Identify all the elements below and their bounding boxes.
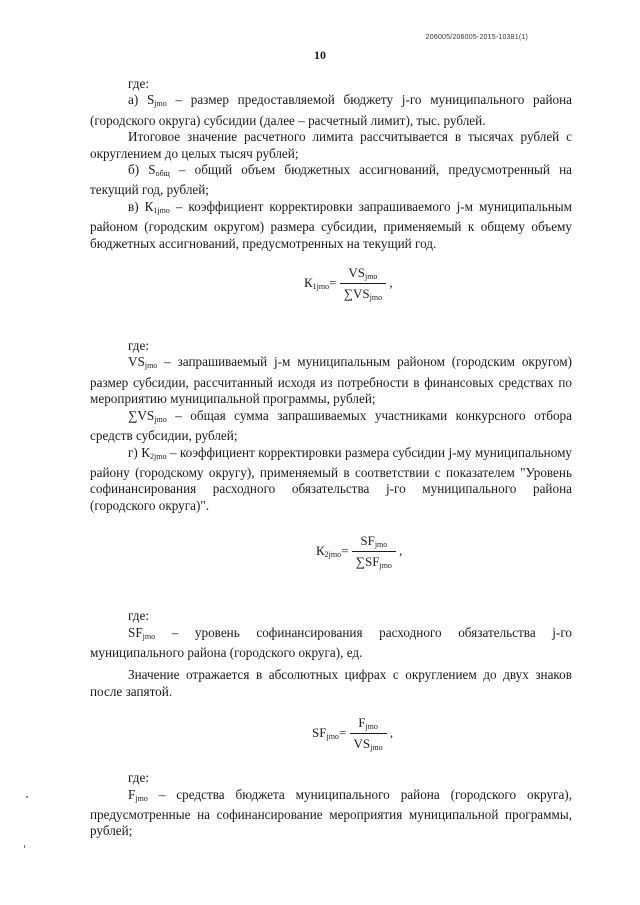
item-a-text: – размер предоставляемой бюджету j-го муниципального района (городского округа) субсидии (далее – расчетный лимит), тыс. рублей. (90, 92, 573, 128)
value-rounding-note: Значение отражается в абсолютных цифрах с округлением до двух знаков после запятой. (90, 667, 572, 699)
where-label: где: (128, 76, 149, 91)
final-value-note: Итоговое значение расчетного лимита рассчитывается в тысячах рублей с округлением до целых тысяч рублей; (90, 129, 572, 161)
item-g (90, 445, 572, 515)
item-v-label: в) (128, 198, 139, 214)
def-sf-text: – уровень софинансирования расходного обязательства j-го муниципального района (городского округа), ед. (90, 624, 573, 660)
def-f (90, 787, 572, 840)
item-v (90, 199, 572, 252)
item-v-symbol: $К_{1jmo}$ (144, 198, 170, 215)
scan-speck (24, 845, 25, 848)
def-sum-vs-symbol: $\sum VS_{jmo}$ (128, 407, 167, 424)
where-label-4: где: (128, 770, 149, 786)
def-f-text: – средства бюджета муниципального района (городского округа), предусмотренные на софинансирование мероприятия муниципальной программы, рублей; (90, 786, 572, 839)
item-b-text: – общий объем бюджетных ассигнований, предусмотренный на текущий год, рублей; (90, 162, 572, 198)
def-sf (90, 625, 572, 662)
def-vs (90, 354, 572, 407)
item-v-text: – коэффициент корректировки запрашиваемого j-м муниципальным районом (городским округом) размера субсидии, применяемый к общему объему бюджетных ассигнований, предусмотренных на текущий год. (90, 198, 573, 251)
item-g-text: – коэффициент корректировки размера субсидии j-му муниципальному району (городскому округу), применяемый в соответствии с показателем "Уровень софинансирования расходного обязательства j-го муниципального района (городского округа)". (90, 444, 573, 513)
def-sum-vs-text: – общая сумма запрашиваемых участниками конкурсного отбора средств субсидии, рублей; (90, 407, 573, 444)
formula-k1-fraction: $\frac{VS_{jmo}}{\sum VS_{jmo}}$ (340, 266, 386, 302)
page-number: 10 (314, 48, 326, 62)
document-code: 206005/206005-2015-10381(1) (425, 34, 528, 41)
item-a-label: а) (128, 92, 139, 108)
document-body (90, 76, 572, 840)
item-a (90, 92, 572, 129)
def-vs-symbol: $VS_{jmo}$ (128, 354, 158, 371)
item-g-symbol: $К_{2jmo}$ (141, 444, 167, 461)
scan-speck (26, 796, 28, 798)
formula-sf-fraction: $\frac{F_{jmo}}{VS_{jmo}}$ (350, 716, 387, 752)
item-a-symbol: $S_{jmo}$ (146, 92, 167, 109)
where-label-2: где: (128, 338, 149, 354)
def-sum-vs (90, 408, 572, 445)
item-b-symbol: $S_{общ}$ (148, 162, 170, 179)
def-vs-text: – запрашиваемый j-м муниципальным районом (городским округом) размер субсидии, рассчитанный исходя из потребности в финансовых средствах по мероприятию муниципальной программы, рублей; (90, 354, 573, 407)
formula-k2: $К_{2jmo}=$ $\frac{SF_{jmo}}{\sum SF_{jmo}}$ , (316, 533, 403, 571)
item-b (90, 162, 572, 199)
formula-k2-fraction: $\frac{SF_{jmo}}{\sum SF_{jmo}}$ (352, 534, 396, 570)
def-sf-symbol: $SF_{jmo}$ (128, 624, 156, 641)
formula-sf: $SF_{jmo}=$ $\frac{F_{jmo}}{VS_{jmo}}$ , (312, 715, 394, 753)
def-f-symbol: $F_{jmo}$ (128, 786, 148, 803)
item-g-label: г) (128, 444, 138, 460)
where-label-3: где: (128, 608, 149, 624)
item-b-label: б) (128, 162, 140, 178)
formula-k1: $К_{1jmo}=$ $\frac{VS_{jmo}}{\sum VS_{jmo}}$ , (304, 265, 393, 303)
